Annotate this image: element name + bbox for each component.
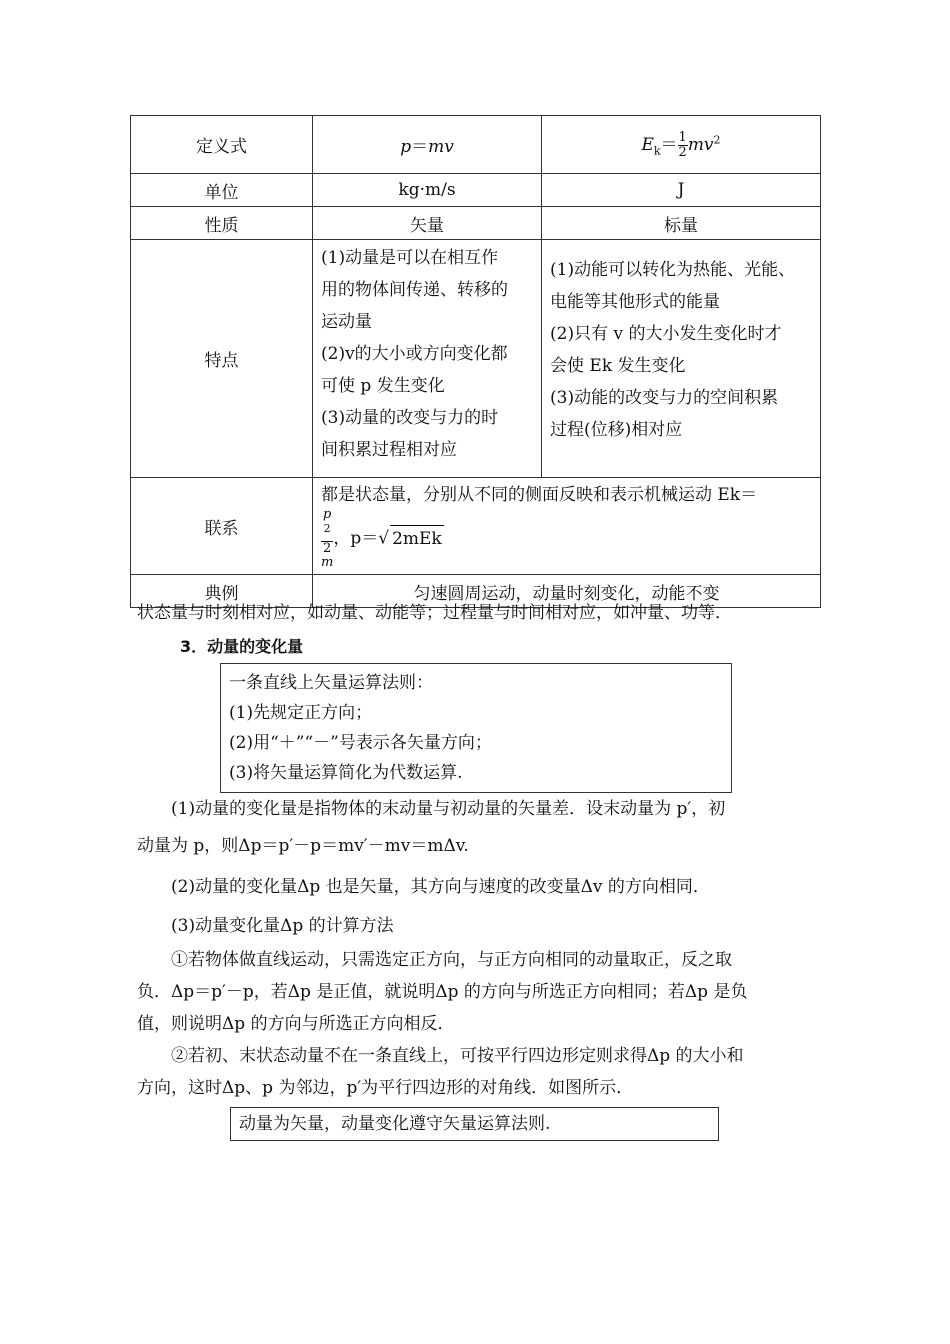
paragraph: 负．Δp＝p′－p，若Δp 是正值，就说明Δp 的方向与所选正方向相同；若Δp 是负 (137, 982, 748, 1002)
fraction-p2-over-2m: p $^2$ 2 m (321, 507, 334, 571)
paragraph: 动量为 p，则Δp＝p′－p＝mv′－mv＝mΔv. (137, 836, 469, 856)
rule-box: 一条直线上矢量运算法则： (1)先规定正方向； (2)用“＋”“－”号表示各矢量方向； (3)将矢量运算简化为代数运算. (220, 663, 732, 793)
paragraph: ②若初、末状态动量不在一条直线上，可按平行四边形定则求得Δp 的大小和 (171, 1046, 744, 1066)
row-label: 性质 (131, 207, 313, 240)
paragraph: ①若物体做直线运动，只需选定正方向，与正方向相同的动量取正，反之取 (171, 950, 732, 970)
table-row (131, 207, 821, 240)
comparison-table (130, 115, 821, 608)
row-label: 联系 (131, 478, 313, 575)
table-row (131, 240, 821, 478)
row-label: 定义式 (131, 116, 313, 174)
momentum-features: (1)动量是可以在相互作 用的物体间传递、转移的 运动量 (2)v的大小或方向变化都 可使 p 发生变化 (3)动量的改变与力的时 间积累过程相对应 (313, 240, 542, 478)
momentum-definition: p＝mv (313, 116, 542, 174)
section-heading: 3．动量的变化量 (180, 637, 304, 656)
momentum-unit: kg·m/s (313, 174, 542, 207)
row-label: 典例 (131, 575, 313, 608)
table-row (131, 116, 821, 174)
table-row (131, 174, 821, 207)
kinetic-nature: 标量 (542, 207, 821, 240)
paragraph: (3)动量变化量Δp 的计算方法 (171, 916, 394, 936)
paragraph: 值，则说明Δp 的方向与所选正方向相反． (137, 1014, 455, 1034)
paragraph: (2)动量的变化量Δp 也是矢量，其方向与速度的改变量Δv 的方向相同． (171, 877, 710, 897)
kinetic-features: (1)动能可以转化为热能、光能、 电能等其他形式的能量 (2)只有 v 的大小发生变化时才 会使 Ek 发生变化 (3)动能的改变与力的空间积累 过程(位移)相对应 (542, 240, 821, 478)
momentum-nature: 矢量 (313, 207, 542, 240)
kinetic-definition: $E_k=$ $\frac{1}{2}$ $mv^2$ (542, 116, 821, 174)
note-after-table: 状态量与时刻相对应，如动量、动能等；过程量与时间相对应，如冲量、功等． (137, 603, 732, 623)
kinetic-unit: J (542, 174, 821, 207)
table-row (131, 478, 821, 575)
relation-text: 都是状态量，分别从不同的侧面反映和表示机械运动 Ek＝ p $^2$ 2 m ，p＝√ 2mEk (313, 478, 821, 575)
paragraph: 方向，这时Δp、p 为邻边，p′为平行四边形的对角线．如图所示． (137, 1078, 634, 1098)
bottom-box: 动量为矢量，动量变化遵守矢量运算法则. (230, 1107, 719, 1141)
row-label: 单位 (131, 174, 313, 207)
row-label: 特点 (131, 240, 313, 478)
example-text: 匀速圆周运动，动量时刻变化，动能不变 (313, 575, 821, 608)
paragraph: (1)动量的变化量是指物体的末动量与初动量的矢量差．设末动量为 p′，初 (171, 799, 726, 819)
